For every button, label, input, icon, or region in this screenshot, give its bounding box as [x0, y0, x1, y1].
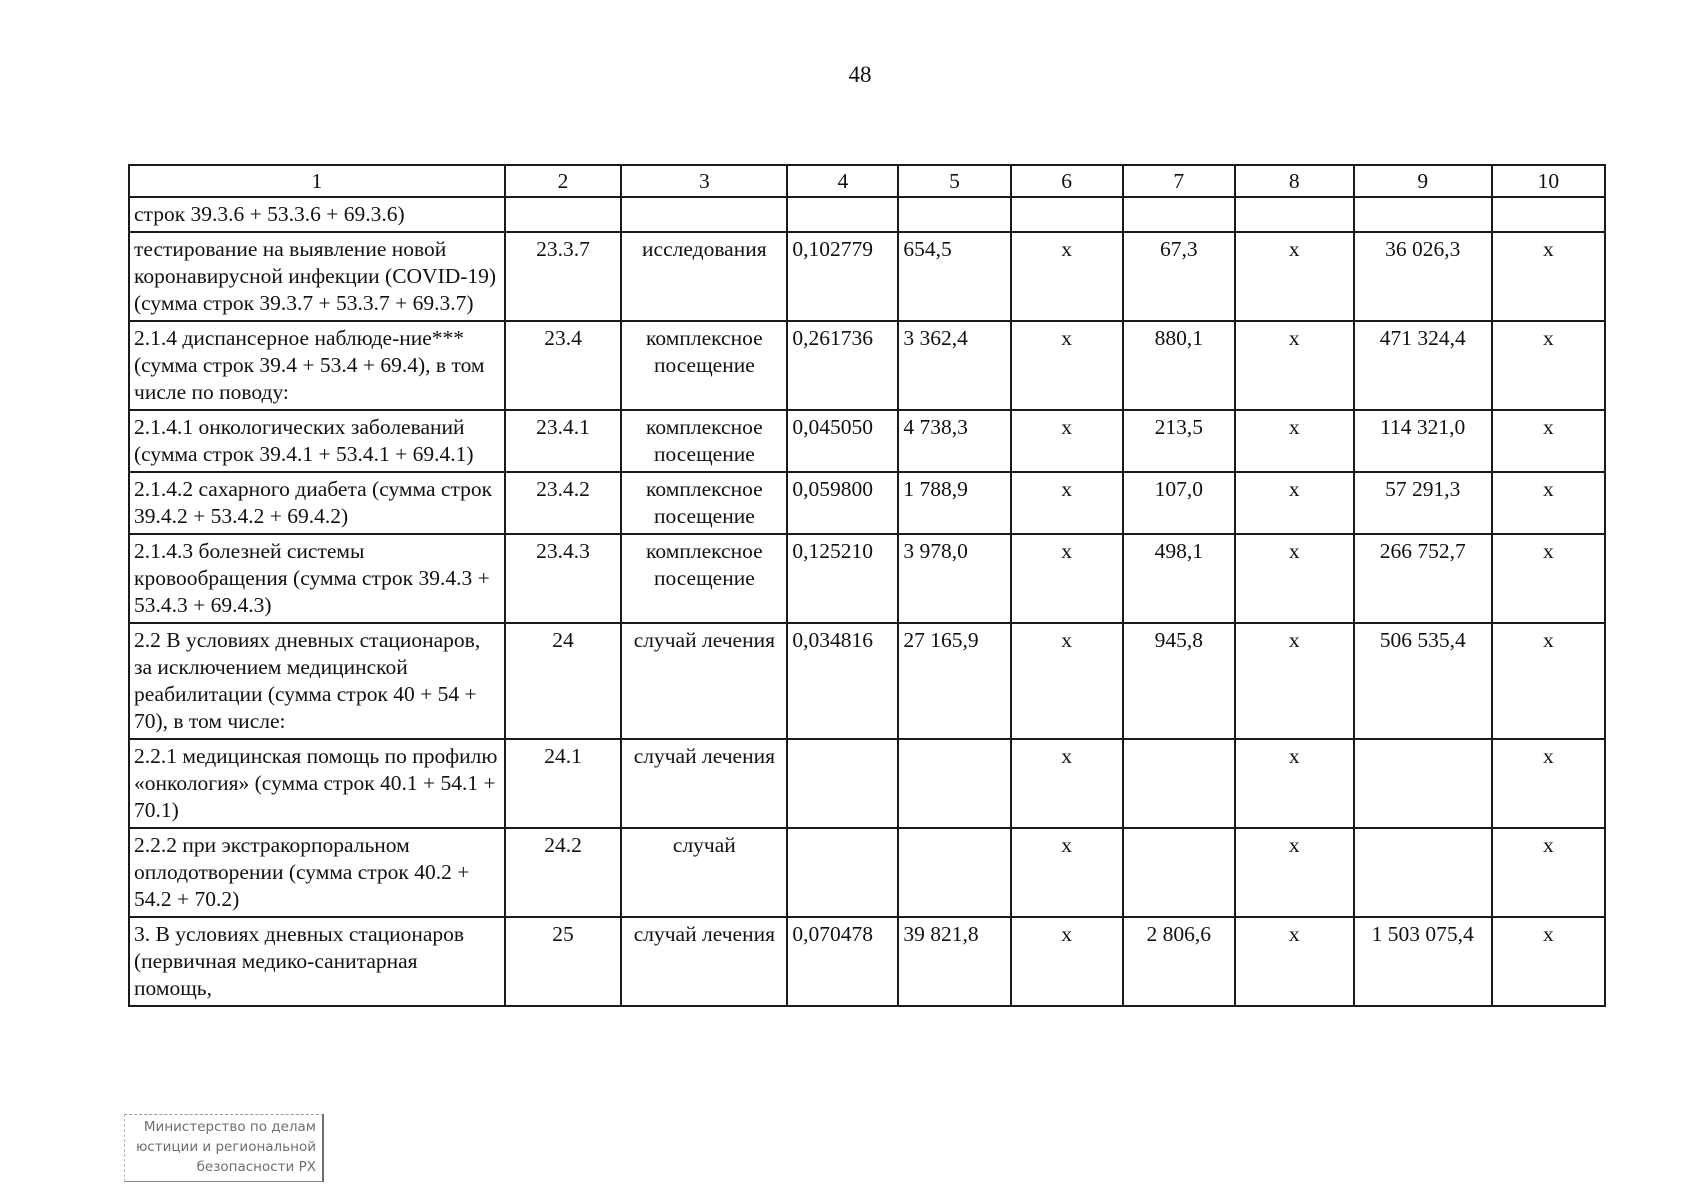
table-cell-c5: 3 362,4	[898, 321, 1010, 410]
table-cell-c6: х	[1011, 623, 1123, 739]
table-cell-c1: 2.1.4 диспансерное наблюде-ние*** (сумма строк 39.4 + 53.4 + 69.4), в том числе по поводу:	[129, 321, 505, 410]
table-cell-c3: комплексное посещение	[621, 321, 787, 410]
table-cell-c2: 23.3.7	[505, 232, 622, 321]
table-cell-c8: х	[1235, 321, 1354, 410]
table-cell-c9: 471 324,4	[1354, 321, 1492, 410]
table-cell-c10: х	[1492, 472, 1605, 534]
table-cell-c7	[1123, 197, 1235, 232]
table-cell-c5: 1 788,9	[898, 472, 1010, 534]
table-cell-c8: х	[1235, 828, 1354, 917]
header-row	[129, 165, 1605, 197]
table-cell-c10: х	[1492, 828, 1605, 917]
table-cell-c8: х	[1235, 534, 1354, 623]
table-cell-c2: 23.4.1	[505, 410, 622, 472]
table-cell-c9: 36 026,3	[1354, 232, 1492, 321]
table-cell-c2	[505, 197, 622, 232]
table-row	[129, 917, 1605, 1006]
stamp-line: Министерство по делам	[143, 1119, 316, 1135]
table-cell-c8: х	[1235, 472, 1354, 534]
column-header: 10	[1492, 165, 1605, 197]
table-cell-c7: 107,0	[1123, 472, 1235, 534]
table-cell-c9	[1354, 828, 1492, 917]
table-cell-c10: х	[1492, 623, 1605, 739]
table-row	[129, 828, 1605, 917]
table-cell-c7: 498,1	[1123, 534, 1235, 623]
table-cell-c9: 114 321,0	[1354, 410, 1492, 472]
column-header: 1	[129, 165, 505, 197]
table-cell-c3: комплексное посещение	[621, 472, 787, 534]
table-cell-c10	[1492, 197, 1605, 232]
table-cell-c7: 213,5	[1123, 410, 1235, 472]
column-header: 4	[787, 165, 898, 197]
table-cell-c4: 0,261736	[787, 321, 898, 410]
table-cell-c9: 266 752,7	[1354, 534, 1492, 623]
table-cell-c6	[1011, 197, 1123, 232]
table-cell-c10: х	[1492, 917, 1605, 1006]
table-cell-c5	[898, 828, 1010, 917]
table-cell-c4: 0,070478	[787, 917, 898, 1006]
table-cell-c5: 4 738,3	[898, 410, 1010, 472]
table-cell-c5: 27 165,9	[898, 623, 1010, 739]
table-cell-c6: х	[1011, 534, 1123, 623]
table-cell-c1: 2.2 В условиях дневных стационаров, за исключением медицинской реабилитации (сумма строк 40 + 54 + 70), в том числе:	[129, 623, 505, 739]
column-header: 7	[1123, 165, 1235, 197]
table-row	[129, 232, 1605, 321]
table-cell-c6: х	[1011, 472, 1123, 534]
table-cell-c9	[1354, 739, 1492, 828]
table-cell-c9	[1354, 197, 1492, 232]
table-cell-c10: х	[1492, 232, 1605, 321]
table-cell-c7: 880,1	[1123, 321, 1235, 410]
stamp-line: безопасности РХ	[196, 1159, 316, 1175]
table-cell-c10: х	[1492, 321, 1605, 410]
table-cell-c9: 1 503 075,4	[1354, 917, 1492, 1006]
table-cell-c3: случай лечения	[621, 917, 787, 1006]
table-cell-c3: случай	[621, 828, 787, 917]
page-number: 48	[848, 62, 872, 87]
table-cell-c9: 57 291,3	[1354, 472, 1492, 534]
table-cell-c3: случай лечения	[621, 739, 787, 828]
table-cell-c9: 506 535,4	[1354, 623, 1492, 739]
table-cell-c2: 24	[505, 623, 622, 739]
table-cell-c8: х	[1235, 410, 1354, 472]
column-header: 9	[1354, 165, 1492, 197]
column-header: 8	[1235, 165, 1354, 197]
table-cell-c6: х	[1011, 232, 1123, 321]
table-cell-c1: 2.2.1 медицинская помощь по профилю «онкология» (сумма строк 40.1 + 54.1 + 70.1)	[129, 739, 505, 828]
table-cell-c1: 2.2.2 при экстракорпоральном оплодотворении (сумма строк 40.2 + 54.2 + 70.2)	[129, 828, 505, 917]
table-cell-c5: 39 821,8	[898, 917, 1010, 1006]
table-row	[129, 410, 1605, 472]
table-cell-c3: комплексное посещение	[621, 410, 787, 472]
table-cell-c10: х	[1492, 534, 1605, 623]
column-header: 3	[621, 165, 787, 197]
table-row	[129, 623, 1605, 739]
table-cell-c7: 67,3	[1123, 232, 1235, 321]
table-cell-c5: 654,5	[898, 232, 1010, 321]
column-header: 5	[898, 165, 1010, 197]
table-cell-c8: х	[1235, 232, 1354, 321]
table-cell-c2: 24.1	[505, 739, 622, 828]
table-cell-c4: 0,059800	[787, 472, 898, 534]
table-row	[129, 534, 1605, 623]
table-cell-c3	[621, 197, 787, 232]
table-cell-c10: х	[1492, 410, 1605, 472]
table-cell-c6: х	[1011, 917, 1123, 1006]
table-cell-c4: 0,125210	[787, 534, 898, 623]
table-cell-c2: 25	[505, 917, 622, 1006]
table-cell-c5: 3 978,0	[898, 534, 1010, 623]
column-header: 2	[505, 165, 622, 197]
stamp-line: юстиции и региональной	[135, 1139, 316, 1155]
table-cell-c3: исследования	[621, 232, 787, 321]
table-cell-c4	[787, 828, 898, 917]
table-cell-c1: 2.1.4.1 онкологических заболеваний (сумма строк 39.4.1 + 53.4.1 + 69.4.1)	[129, 410, 505, 472]
table-cell-c1: 3. В условиях дневных стационаров (первичная медико-санитарная помощь,	[129, 917, 505, 1006]
table-cell-c10: х	[1492, 739, 1605, 828]
table-cell-c8: х	[1235, 917, 1354, 1006]
data-table	[128, 164, 1606, 1007]
table-cell-c6: х	[1011, 410, 1123, 472]
table-cell-c7: 945,8	[1123, 623, 1235, 739]
ministry-stamp	[124, 1114, 324, 1182]
table-cell-c4	[787, 739, 898, 828]
table-cell-c7: 2 806,6	[1123, 917, 1235, 1006]
column-header: 6	[1011, 165, 1123, 197]
table-cell-c4	[787, 197, 898, 232]
table-cell-c4: 0,102779	[787, 232, 898, 321]
table-cell-c3: комплексное посещение	[621, 534, 787, 623]
table-cell-c1: 2.1.4.3 болезней системы кровообращения (сумма строк 39.4.3 + 53.4.3 + 69.4.3)	[129, 534, 505, 623]
table-cell-c6: х	[1011, 828, 1123, 917]
table-cell-c5	[898, 739, 1010, 828]
table-cell-c2: 23.4	[505, 321, 622, 410]
table-row	[129, 197, 1605, 232]
table-cell-c5	[898, 197, 1010, 232]
table-cell-c7	[1123, 739, 1235, 828]
table-cell-c1: 2.1.4.2 сахарного диабета (сумма строк 39.4.2 + 53.4.2 + 69.4.2)	[129, 472, 505, 534]
table-cell-c1: строк 39.3.6 + 53.3.6 + 69.3.6)	[129, 197, 505, 232]
table-cell-c1: тестирование на выявление новой коронавирусной инфекции (COVID-19) (сумма строк 39.3.7 + 53.3.7 + 69.3.7)	[129, 232, 505, 321]
table-cell-c8	[1235, 197, 1354, 232]
table-cell-c4: 0,034816	[787, 623, 898, 739]
table-cell-c2: 23.4.2	[505, 472, 622, 534]
table-cell-c6: х	[1011, 321, 1123, 410]
table-cell-c8: х	[1235, 739, 1354, 828]
table-cell-c8: х	[1235, 623, 1354, 739]
table-cell-c4: 0,045050	[787, 410, 898, 472]
table-cell-c6: х	[1011, 739, 1123, 828]
table-row	[129, 739, 1605, 828]
table-cell-c2: 24.2	[505, 828, 622, 917]
table-cell-c7	[1123, 828, 1235, 917]
table-row	[129, 321, 1605, 410]
table-cell-c3: случай лечения	[621, 623, 787, 739]
table-cell-c2: 23.4.3	[505, 534, 622, 623]
table-row	[129, 472, 1605, 534]
